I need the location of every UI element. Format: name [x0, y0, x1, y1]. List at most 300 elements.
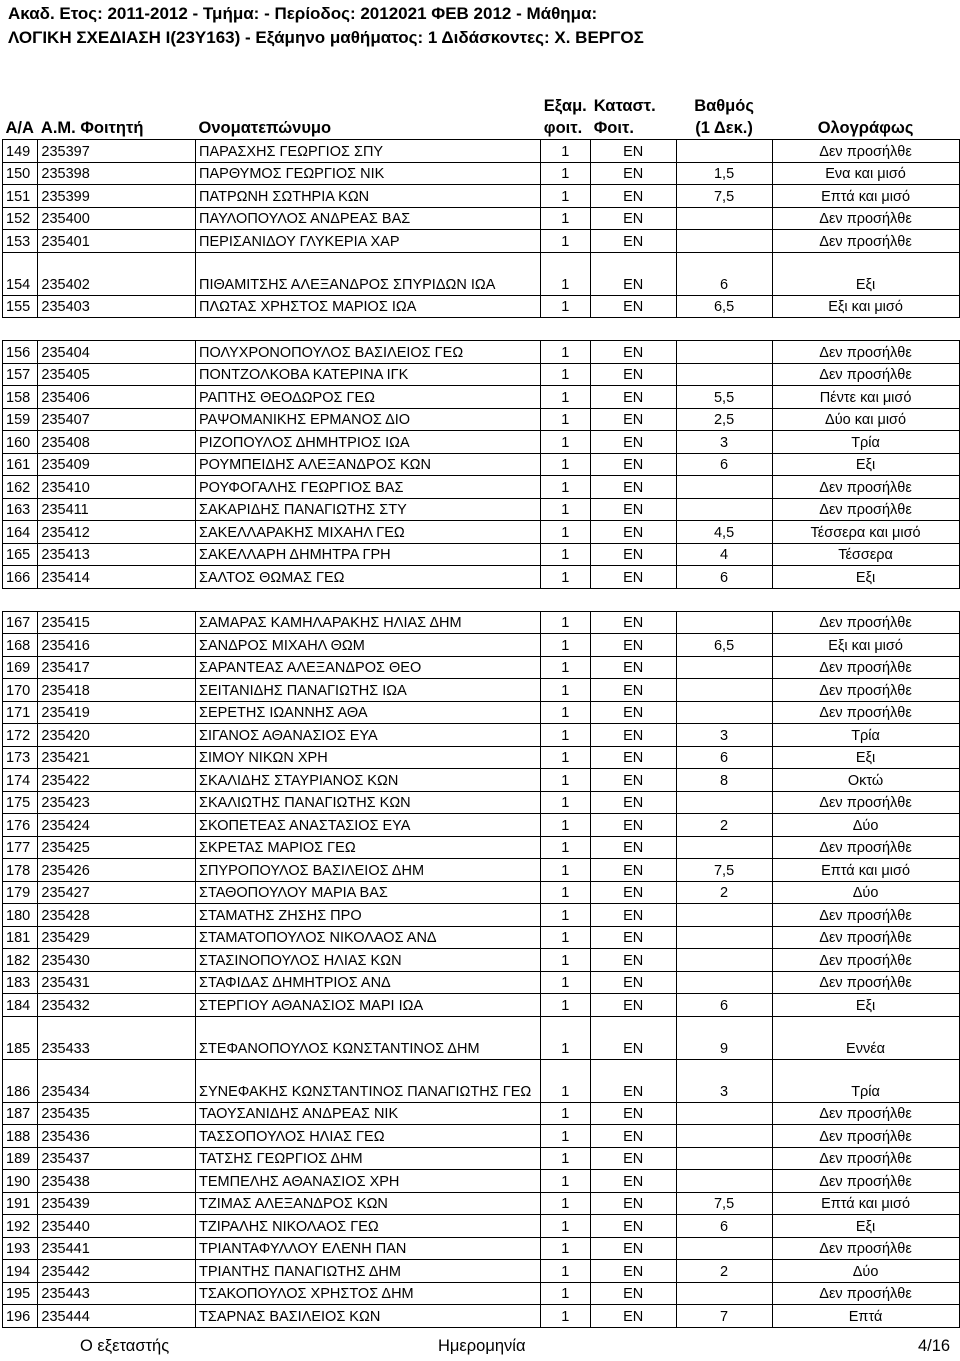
- enrollment-status: ΕΝ: [591, 904, 677, 927]
- grade: 1,5: [677, 162, 773, 185]
- grade-in-words: Δεν προσήλθε: [773, 1125, 960, 1148]
- enrollment-status: ΕΝ: [591, 1237, 677, 1260]
- exam-semester: 1: [541, 791, 591, 814]
- table-row: [3, 476, 960, 499]
- exam-semester: 1: [541, 230, 591, 253]
- student-name: ΤΑΤΣΗΣ ΓΕΩΡΓΙΟΣ ΔΗΜ: [196, 1147, 541, 1170]
- student-name: ΡΟΥΜΠΕΙΔΗΣ ΑΛΕΞΑΝΔΡΟΣ ΚΩΝ: [196, 453, 541, 476]
- student-id: 235432: [38, 994, 196, 1017]
- table-row: [3, 230, 960, 253]
- enrollment-status: ΕΝ: [591, 408, 677, 431]
- row-index: 158: [3, 386, 38, 409]
- title-line-2: ΛΟΓΙΚΗ ΣΧΕΔΙΑΣΗ Ι(23Υ163) - Εξάμηνο μαθήματος: 1 Διδάσκοντες: Χ. ΒΕΡΓΟΣ: [8, 28, 644, 47]
- exam-semester: 1: [541, 140, 591, 163]
- date-label: Ημερομηνία: [438, 1337, 526, 1355]
- grade: 3: [677, 724, 773, 747]
- table-row: [3, 207, 960, 230]
- enrollment-status: ΕΝ: [591, 1282, 677, 1305]
- row-index: 194: [3, 1260, 38, 1283]
- row-index: 192: [3, 1215, 38, 1238]
- row-index: 163: [3, 498, 38, 521]
- row-index: 189: [3, 1147, 38, 1170]
- student-id: 235400: [38, 207, 196, 230]
- grade: [677, 701, 773, 724]
- table-row: [3, 656, 960, 679]
- table-row: [3, 791, 960, 814]
- table-row: [3, 386, 960, 409]
- grade: 3: [677, 1059, 773, 1102]
- exam-semester: 1: [541, 971, 591, 994]
- grade: [677, 904, 773, 927]
- row-index: 155: [3, 295, 38, 318]
- student-name: ΣΑΛΤΟΣ ΘΩΜΑΣ ΓΕΩ: [196, 566, 541, 589]
- grade: [677, 1170, 773, 1193]
- exam-semester: 1: [541, 498, 591, 521]
- grade-in-words: Τρία: [773, 724, 960, 747]
- table-row: [3, 904, 960, 927]
- table-row: [3, 611, 960, 634]
- table-row: [3, 881, 960, 904]
- table-row: [3, 1170, 960, 1193]
- row-index: 156: [3, 341, 38, 364]
- grade-in-words: Δεν προσήλθε: [773, 498, 960, 521]
- grade-in-words: Δεν προσήλθε: [773, 1170, 960, 1193]
- col-exam-bottom: φοιτ.: [543, 119, 583, 137]
- student-name: ΣΚΑΛΙΔΗΣ ΣΤΑΥΡΙΑΝΟΣ ΚΩΝ: [196, 769, 541, 792]
- row-index: 188: [3, 1125, 38, 1148]
- enrollment-status: ΕΝ: [591, 881, 677, 904]
- row-index: 174: [3, 769, 38, 792]
- exam-semester: 1: [541, 836, 591, 859]
- table-row: [3, 769, 960, 792]
- grade-in-words: Δεν προσήλθε: [773, 140, 960, 163]
- student-id: 235406: [38, 386, 196, 409]
- grade-in-words: Δεν προσήλθε: [773, 1102, 960, 1125]
- exam-semester: 1: [541, 295, 591, 318]
- row-index: 149: [3, 140, 38, 163]
- student-name: ΣΤΕΦΑΝΟΠΟΥΛΟΣ ΚΩΝΣΤΑΝΤΙΝΟΣ ΔΗΜ: [196, 1016, 541, 1059]
- grade-in-words: Εξι: [773, 994, 960, 1017]
- row-index: 187: [3, 1102, 38, 1125]
- student-id: 235441: [38, 1237, 196, 1260]
- enrollment-status: ΕΝ: [591, 1215, 677, 1238]
- exam-semester: 1: [541, 881, 591, 904]
- col-status-top: Καταστ.: [593, 97, 656, 115]
- grade-in-words: Εξι: [773, 566, 960, 589]
- grade-in-words: Δεν προσήλθε: [773, 679, 960, 702]
- table-row: [3, 949, 960, 972]
- grade-in-words: Εξι και μισό: [773, 295, 960, 318]
- exam-semester: 1: [541, 341, 591, 364]
- enrollment-status: ΕΝ: [591, 162, 677, 185]
- grade: 7,5: [677, 859, 773, 882]
- table-body: [3, 140, 960, 1328]
- table-row: [3, 1016, 960, 1059]
- student-id: 235428: [38, 904, 196, 927]
- student-id: 235411: [38, 498, 196, 521]
- grades-table: [2, 93, 960, 1328]
- student-name: ΡΑΨΟΜΑΝΙΚΗΣ ΕΡΜΑΝΟΣ ΔΙΟ: [196, 408, 541, 431]
- student-id: 235443: [38, 1282, 196, 1305]
- row-index: 178: [3, 859, 38, 882]
- grade-in-words: Τέσσερα: [773, 543, 960, 566]
- student-id: 235438: [38, 1170, 196, 1193]
- grade: 2: [677, 881, 773, 904]
- enrollment-status: ΕΝ: [591, 453, 677, 476]
- grade-in-words: Επτά: [773, 1305, 960, 1328]
- row-index: 150: [3, 162, 38, 185]
- exam-semester: 1: [541, 656, 591, 679]
- grade-in-words: Εννέα: [773, 1016, 960, 1059]
- grade: [677, 611, 773, 634]
- grade: 4,5: [677, 521, 773, 544]
- student-id: 235440: [38, 1215, 196, 1238]
- row-index: 159: [3, 408, 38, 431]
- student-name: ΣΙΜΟΥ ΝΙΚΩΝ ΧΡΗ: [196, 746, 541, 769]
- grade-in-words: Δεν προσήλθε: [773, 904, 960, 927]
- table-row: [3, 1237, 960, 1260]
- grade-in-words: Δύο: [773, 881, 960, 904]
- grade-in-words: Εξι: [773, 453, 960, 476]
- student-name: ΣΤΑΜΑΤΟΠΟΥΛΟΣ ΝΙΚΟΛΑΟΣ ΑΝΔ: [196, 926, 541, 949]
- row-index: 170: [3, 679, 38, 702]
- enrollment-status: ΕΝ: [591, 746, 677, 769]
- student-id: 235434: [38, 1059, 196, 1102]
- student-id: 235424: [38, 814, 196, 837]
- grade: 2: [677, 1260, 773, 1283]
- grade: [677, 949, 773, 972]
- examiner-label: Ο εξεταστής: [80, 1337, 170, 1355]
- student-id: 235425: [38, 836, 196, 859]
- grade: [677, 679, 773, 702]
- student-id: 235402: [38, 252, 196, 295]
- student-name: ΣΤΑΣΙΝΟΠΟΥΛΟΣ ΗΛΙΑΣ ΚΩΝ: [196, 949, 541, 972]
- grade-in-words: Επτά και μισό: [773, 859, 960, 882]
- grade-in-words: Δεν προσήλθε: [773, 926, 960, 949]
- student-id: 235399: [38, 185, 196, 208]
- student-name: ΤΖΙΡΑΛΗΣ ΝΙΚΟΛΑΟΣ ΓΕΩ: [196, 1215, 541, 1238]
- row-index: 193: [3, 1237, 38, 1260]
- grade: 4: [677, 543, 773, 566]
- exam-semester: 1: [541, 769, 591, 792]
- student-id: 235403: [38, 295, 196, 318]
- student-name: ΠΟΝΤΖΟΛΚΟΒΑ ΚΑΤΕΡΙΝΑ ΙΓΚ: [196, 363, 541, 386]
- enrollment-status: ΕΝ: [591, 701, 677, 724]
- table-row: [3, 1305, 960, 1328]
- row-index: 191: [3, 1192, 38, 1215]
- exam-semester: 1: [541, 1192, 591, 1215]
- grade: [677, 1237, 773, 1260]
- enrollment-status: ΕΝ: [591, 230, 677, 253]
- row-index: 196: [3, 1305, 38, 1328]
- student-name: ΣΤΑΦΙΔΑΣ ΔΗΜΗΤΡΙΟΣ ΑΝΔ: [196, 971, 541, 994]
- student-name: ΡΙΖΟΠΟΥΛΟΣ ΔΗΜΗΤΡΙΟΣ ΙΩΑ: [196, 431, 541, 454]
- enrollment-status: ΕΝ: [591, 252, 677, 295]
- student-name: ΣΕΙΤΑΝΙΔΗΣ ΠΑΝΑΓΙΩΤΗΣ ΙΩΑ: [196, 679, 541, 702]
- grade: 6: [677, 746, 773, 769]
- row-index: 157: [3, 363, 38, 386]
- exam-semester: 1: [541, 994, 591, 1017]
- student-id: 235407: [38, 408, 196, 431]
- row-index: 186: [3, 1059, 38, 1102]
- student-id: 235436: [38, 1125, 196, 1148]
- row-index: 181: [3, 926, 38, 949]
- student-name: ΠΟΛΥΧΡΟΝΟΠΟΥΛΟΣ ΒΑΣΙΛΕΙΟΣ ΓΕΩ: [196, 341, 541, 364]
- table-row: [3, 185, 960, 208]
- grade-in-words: Τρία: [773, 1059, 960, 1102]
- exam-semester: 1: [541, 207, 591, 230]
- exam-semester: 1: [541, 679, 591, 702]
- grade-in-words: Δύο: [773, 1260, 960, 1283]
- student-name: ΤΑΟΥΣΑΝΙΔΗΣ ΑΝΔΡΕΑΣ ΝΙΚ: [196, 1102, 541, 1125]
- student-id: 235433: [38, 1016, 196, 1059]
- row-index: 177: [3, 836, 38, 859]
- student-id: 235427: [38, 881, 196, 904]
- enrollment-status: ΕΝ: [591, 386, 677, 409]
- student-id: 235430: [38, 949, 196, 972]
- enrollment-status: ΕΝ: [591, 1102, 677, 1125]
- row-index: 176: [3, 814, 38, 837]
- table-row: [3, 1192, 960, 1215]
- col-words: Ολογράφως: [817, 119, 914, 137]
- grade-in-words: Οκτώ: [773, 769, 960, 792]
- table-row: [3, 814, 960, 837]
- row-index: 152: [3, 207, 38, 230]
- grade: 9: [677, 1016, 773, 1059]
- table-row: [3, 543, 960, 566]
- student-id: 235418: [38, 679, 196, 702]
- title-line-1: Ακαδ. Ετος: 2011-2012 - Τμήμα: - Περίοδος: 2012021 ΦΕΒ 2012 - Μάθημα:: [8, 4, 598, 23]
- row-index: 195: [3, 1282, 38, 1305]
- row-index: 153: [3, 230, 38, 253]
- enrollment-status: ΕΝ: [591, 1192, 677, 1215]
- table-row: [3, 836, 960, 859]
- enrollment-status: ΕΝ: [591, 431, 677, 454]
- table-row: [3, 724, 960, 747]
- col-status-bottom: Φοιτ.: [593, 119, 634, 137]
- student-id: 235437: [38, 1147, 196, 1170]
- table-row: [3, 1147, 960, 1170]
- student-id: 235417: [38, 656, 196, 679]
- table-row: [3, 926, 960, 949]
- exam-semester: 1: [541, 1260, 591, 1283]
- exam-semester: 1: [541, 1125, 591, 1148]
- enrollment-status: ΕΝ: [591, 1016, 677, 1059]
- row-spacer: [3, 588, 960, 611]
- exam-semester: 1: [541, 476, 591, 499]
- grade: 7,5: [677, 185, 773, 208]
- grade-in-words: Δεν προσήλθε: [773, 971, 960, 994]
- enrollment-status: ΕΝ: [591, 791, 677, 814]
- page-number: 4/16: [918, 1337, 951, 1355]
- row-index: 162: [3, 476, 38, 499]
- student-name: ΡΟΥΦΟΓΑΛΗΣ ΓΕΩΡΓΙΟΣ ΒΑΣ: [196, 476, 541, 499]
- grade-in-words: Δεν προσήλθε: [773, 476, 960, 499]
- enrollment-status: ΕΝ: [591, 679, 677, 702]
- table-row: [3, 498, 960, 521]
- col-aa: Α/Α: [5, 119, 34, 137]
- grade-in-words: Τέσσερα και μισό: [773, 521, 960, 544]
- grade-in-words: Δύο και μισό: [773, 408, 960, 431]
- student-name: ΣΙΓΑΝΟΣ ΑΘΑΝΑΣΙΟΣ ΕΥΑ: [196, 724, 541, 747]
- table-row: [3, 994, 960, 1017]
- exam-semester: 1: [541, 1305, 591, 1328]
- grade-in-words: Δεν προσήλθε: [773, 656, 960, 679]
- exam-semester: 1: [541, 185, 591, 208]
- row-index: 169: [3, 656, 38, 679]
- row-index: 179: [3, 881, 38, 904]
- enrollment-status: ΕΝ: [591, 634, 677, 657]
- row-index: 173: [3, 746, 38, 769]
- student-name: ΠΑΥΛΟΠΟΥΛΟΣ ΑΝΔΡΕΑΣ ΒΑΣ: [196, 207, 541, 230]
- student-name: ΣΤΑΜΑΤΗΣ ΖΗΣΗΣ ΠΡΟ: [196, 904, 541, 927]
- student-name: ΠΑΤΡΩΝΗ ΣΩΤΗΡΙΑ ΚΩΝ: [196, 185, 541, 208]
- student-name: ΣΥΝΕΦΑΚΗΣ ΚΩΝΣΤΑΝΤΙΝΟΣ ΠΑΝΑΓΙΩΤΗΣ ΓΕΩ: [196, 1059, 541, 1102]
- table-row: [3, 363, 960, 386]
- enrollment-status: ΕΝ: [591, 769, 677, 792]
- enrollment-status: ΕΝ: [591, 836, 677, 859]
- grade-in-words: Δεν προσήλθε: [773, 230, 960, 253]
- table-row: [3, 162, 960, 185]
- student-name: ΤΑΣΣΟΠΟΥΛΟΣ ΗΛΙΑΣ ΓΕΩ: [196, 1125, 541, 1148]
- grade: 6: [677, 252, 773, 295]
- grade-in-words: Δεν προσήλθε: [773, 341, 960, 364]
- table-row: [3, 701, 960, 724]
- table-row: [3, 521, 960, 544]
- grade: 6,5: [677, 295, 773, 318]
- student-name: ΣΚΡΕΤΑΣ ΜΑΡΙΟΣ ΓΕΩ: [196, 836, 541, 859]
- student-name: ΣΕΡΕΤΗΣ ΙΩΑΝΝΗΣ ΑΘΑ: [196, 701, 541, 724]
- student-name: ΤΣΑΡΝΑΣ ΒΑΣΙΛΕΙΟΣ ΚΩΝ: [196, 1305, 541, 1328]
- student-id: 235442: [38, 1260, 196, 1283]
- grade-in-words: Δεν προσήλθε: [773, 363, 960, 386]
- enrollment-status: ΕΝ: [591, 1059, 677, 1102]
- student-name: ΣΚΑΛΙΩΤΗΣ ΠΑΝΑΓΙΩΤΗΣ ΚΩΝ: [196, 791, 541, 814]
- enrollment-status: ΕΝ: [591, 521, 677, 544]
- enrollment-status: ΕΝ: [591, 971, 677, 994]
- table-row: [3, 1102, 960, 1125]
- student-id: 235422: [38, 769, 196, 792]
- col-exam-top: Εξαμ.: [543, 97, 587, 115]
- enrollment-status: ΕΝ: [591, 926, 677, 949]
- student-id: 235414: [38, 566, 196, 589]
- student-id: 235431: [38, 971, 196, 994]
- grade: 7: [677, 1305, 773, 1328]
- student-name: ΣΑΚΕΛΛΑΡΑΚΗΣ ΜΙΧΑΗΛ ΓΕΩ: [196, 521, 541, 544]
- student-id: 235408: [38, 431, 196, 454]
- exam-semester: 1: [541, 386, 591, 409]
- grade-in-words: Επτά και μισό: [773, 185, 960, 208]
- enrollment-status: ΕΝ: [591, 994, 677, 1017]
- student-name: ΣΑΝΔΡΟΣ ΜΙΧΑΗΛ ΘΩΜ: [196, 634, 541, 657]
- grade-in-words: Δεν προσήλθε: [773, 207, 960, 230]
- grade-in-words: Δεν προσήλθε: [773, 1282, 960, 1305]
- student-name: ΡΑΠΤΗΣ ΘΕΟΔΩΡΟΣ ΓΕΩ: [196, 386, 541, 409]
- exam-semester: 1: [541, 926, 591, 949]
- grade-in-words: Δεν προσήλθε: [773, 701, 960, 724]
- enrollment-status: ΕΝ: [591, 476, 677, 499]
- grade: [677, 498, 773, 521]
- table-row: [3, 431, 960, 454]
- grade: 6,5: [677, 634, 773, 657]
- exam-semester: 1: [541, 701, 591, 724]
- student-name: ΠΑΡΑΣΧΗΣ ΓΕΩΡΓΙΟΣ ΣΠΥ: [196, 140, 541, 163]
- enrollment-status: ΕΝ: [591, 656, 677, 679]
- enrollment-status: ΕΝ: [591, 724, 677, 747]
- grade-in-words: Δεν προσήλθε: [773, 1237, 960, 1260]
- row-index: 182: [3, 949, 38, 972]
- student-id: 235419: [38, 701, 196, 724]
- grade-in-words: Επτά και μισό: [773, 1192, 960, 1215]
- enrollment-status: ΕΝ: [591, 341, 677, 364]
- grade: [677, 656, 773, 679]
- student-name: ΠΙΘΑΜΙΤΣΗΣ ΑΛΕΞΑΝΔΡΟΣ ΣΠΥΡΙΔΩΝ ΙΩΑ: [196, 252, 541, 295]
- exam-semester: 1: [541, 1147, 591, 1170]
- enrollment-status: ΕΝ: [591, 611, 677, 634]
- table-row: [3, 408, 960, 431]
- grade: 2,5: [677, 408, 773, 431]
- enrollment-status: ΕΝ: [591, 140, 677, 163]
- exam-semester: 1: [541, 634, 591, 657]
- grade-in-words: Δεν προσήλθε: [773, 836, 960, 859]
- grade-in-words: Ενα και μισό: [773, 162, 960, 185]
- grade: [677, 476, 773, 499]
- exam-semester: 1: [541, 363, 591, 386]
- exam-semester: 1: [541, 1215, 591, 1238]
- student-name: ΣΤΕΡΓΙΟΥ ΑΘΑΝΑΣΙΟΣ ΜΑΡΙ ΙΩΑ: [196, 994, 541, 1017]
- grade: 6: [677, 453, 773, 476]
- student-name: ΠΕΡΙΣΑΝΙΔΟΥ ΓΛΥΚΕΡΙΑ ΧΑΡ: [196, 230, 541, 253]
- grade-in-words: Δύο: [773, 814, 960, 837]
- grade: 7,5: [677, 1192, 773, 1215]
- student-name: ΠΛΩΤΑΣ ΧΡΗΣΤΟΣ ΜΑΡΙΟΣ ΙΩΑ: [196, 295, 541, 318]
- exam-semester: 1: [541, 431, 591, 454]
- col-am: Α.Μ. Φοιτητή: [40, 119, 144, 137]
- enrollment-status: ΕΝ: [591, 363, 677, 386]
- table-row: [3, 341, 960, 364]
- student-id: 235416: [38, 634, 196, 657]
- row-index: 160: [3, 431, 38, 454]
- student-id: 235444: [38, 1305, 196, 1328]
- row-index: 161: [3, 453, 38, 476]
- row-spacer: [3, 318, 960, 341]
- row-index: 154: [3, 252, 38, 295]
- exam-semester: 1: [541, 859, 591, 882]
- row-index: 171: [3, 701, 38, 724]
- exam-semester: 1: [541, 949, 591, 972]
- exam-semester: 1: [541, 162, 591, 185]
- enrollment-status: ΕΝ: [591, 1147, 677, 1170]
- grade: [677, 791, 773, 814]
- grade: 3: [677, 431, 773, 454]
- row-index: 190: [3, 1170, 38, 1193]
- table-row: [3, 566, 960, 589]
- exam-semester: 1: [541, 724, 591, 747]
- enrollment-status: ΕΝ: [591, 1260, 677, 1283]
- student-id: 235420: [38, 724, 196, 747]
- table-row: [3, 453, 960, 476]
- grade: 5,5: [677, 386, 773, 409]
- table-row: [3, 634, 960, 657]
- row-index: 167: [3, 611, 38, 634]
- grade: 6: [677, 994, 773, 1017]
- enrollment-status: ΕΝ: [591, 185, 677, 208]
- row-index: 172: [3, 724, 38, 747]
- table-row: [3, 295, 960, 318]
- grade: 6: [677, 566, 773, 589]
- student-name: ΣΤΑΘΟΠΟΥΛΟΥ ΜΑΡΙΑ ΒΑΣ: [196, 881, 541, 904]
- exam-semester: 1: [541, 904, 591, 927]
